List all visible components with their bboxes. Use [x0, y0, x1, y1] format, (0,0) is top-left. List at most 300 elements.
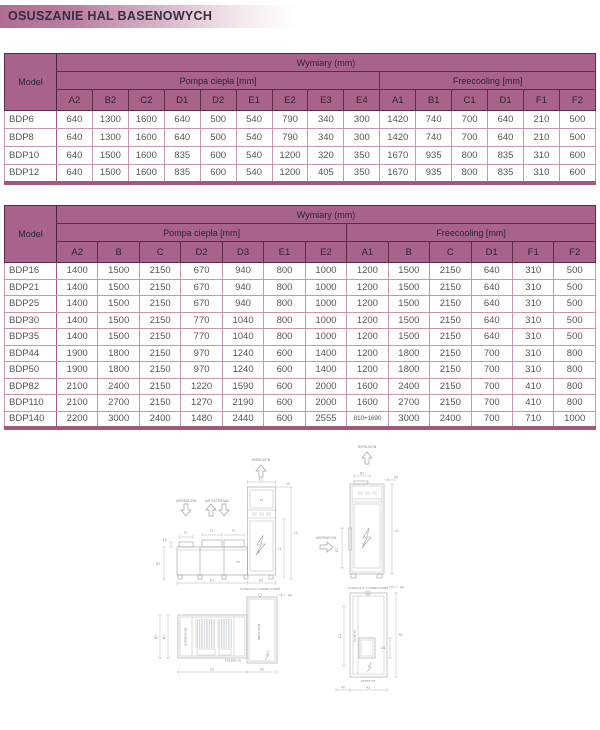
column-header: A2 [57, 90, 93, 111]
value-cell: 310 [512, 279, 553, 296]
value-cell: 1300 [92, 129, 128, 147]
group-header-row [5, 224, 596, 242]
value-cell: 640 [488, 111, 524, 129]
column-header: D1 [471, 242, 512, 263]
filter-hatch-icon [196, 619, 232, 648]
value-cell: 1800 [98, 345, 139, 362]
value-cell: 2150 [430, 279, 471, 296]
value-cell: 1200 [347, 279, 388, 296]
hydraulic-connections-label: HYDRAULIC CONNECTIONS [347, 586, 389, 590]
table-row [5, 165, 596, 183]
value-cell: 800 [452, 147, 488, 165]
value-cell: 640 [57, 165, 93, 183]
dimensions-table-large-units [4, 205, 596, 430]
value-cell: 1400 [57, 279, 98, 296]
value-cell: 640 [471, 263, 512, 280]
value-cell: 835 [164, 147, 200, 165]
value-cell: 800 [264, 329, 305, 346]
value-cell: 1040 [222, 329, 263, 346]
column-header: B [98, 242, 139, 263]
value-cell: 2100 [57, 378, 98, 395]
value-cell: 700 [471, 362, 512, 379]
value-cell: 310 [523, 147, 559, 165]
value-cell: 940 [222, 279, 263, 296]
value-cell: 540 [236, 129, 272, 147]
dim-label: 40 [288, 593, 292, 598]
value-cell: 800 [264, 263, 305, 280]
value-cell: 1400 [57, 263, 98, 280]
value-cell: 310 [512, 345, 553, 362]
value-cell: 770 [181, 329, 222, 346]
lightning-bolt-icon [265, 650, 270, 660]
value-cell: 640 [164, 129, 200, 147]
value-cell: 1400 [57, 329, 98, 346]
filter-f8-mark: F8 [236, 560, 240, 564]
wymiary-header-row [5, 54, 596, 72]
wymiary-header-row [5, 206, 596, 224]
value-cell: 600 [264, 378, 305, 395]
column-header: E1 [264, 242, 305, 263]
value-cell: 350 [344, 147, 380, 165]
dimensions-table-small-units [4, 53, 596, 185]
value-cell: 1200 [347, 362, 388, 379]
value-cell: 2000 [305, 378, 346, 395]
value-cell: 790 [272, 111, 308, 129]
value-cell: 350 [344, 165, 380, 183]
table1-body [5, 111, 596, 183]
value-cell: 2200 [57, 411, 98, 428]
value-cell: 500 [554, 312, 596, 329]
column-header: E1 [236, 90, 272, 111]
value-cell: 790 [272, 129, 308, 147]
column-header: D1 [164, 90, 200, 111]
value-cell: 500 [559, 111, 595, 129]
column-header: A1 [347, 242, 388, 263]
table-row [5, 329, 596, 346]
value-cell: 810+1690 [347, 411, 388, 428]
table-row [5, 378, 596, 395]
value-cell: 1200 [347, 296, 388, 313]
table-row [5, 263, 596, 280]
value-cell: 2150 [139, 312, 180, 329]
column-header: E2 [305, 242, 346, 263]
arrow-up-icon [256, 465, 266, 477]
technical-drawings [130, 440, 470, 730]
value-cell: 835 [164, 165, 200, 183]
model-cell: BDP30 [5, 312, 57, 329]
dim-label: B1 [162, 634, 166, 640]
table-row [5, 129, 596, 147]
value-cell: 500 [554, 296, 596, 313]
dim-label: E1 [259, 477, 263, 482]
value-cell: 2555 [305, 411, 346, 428]
value-cell: 2150 [139, 329, 180, 346]
model-cell: BDP140 [5, 411, 57, 428]
aspiration-label: ASPIRATION [175, 499, 197, 503]
value-cell: 2150 [139, 263, 180, 280]
freecooling-header: Freecooling [mm] [347, 224, 596, 242]
value-cell: 2700 [388, 395, 429, 412]
dim-label: A2 [365, 685, 371, 690]
value-cell: 1200 [347, 329, 388, 346]
value-cell: 1500 [388, 279, 429, 296]
value-cell: 800 [264, 279, 305, 296]
model-cell: BDP82 [5, 378, 57, 395]
dim-label: 40 [400, 585, 404, 590]
value-cell: 1400 [305, 362, 346, 379]
value-cell: 1200 [272, 165, 308, 183]
value-cell: 310 [512, 296, 553, 313]
value-cell: 3000 [98, 411, 139, 428]
value-cell: 410 [512, 378, 553, 395]
value-cell: 210 [523, 129, 559, 147]
value-cell: 935 [416, 147, 452, 165]
column-letters-row [5, 90, 596, 111]
value-cell: 540 [236, 147, 272, 165]
value-cell: 500 [554, 263, 596, 280]
freecooling-header: Freecooling [mm] [380, 72, 596, 90]
value-cell: 1000 [554, 411, 596, 428]
value-cell: 1600 [128, 165, 164, 183]
value-cell: 1040 [222, 312, 263, 329]
value-cell: 1480 [181, 411, 222, 428]
value-cell: 600 [264, 362, 305, 379]
model-cell: BDP6 [5, 111, 57, 129]
table2-body [5, 263, 596, 428]
arrow-down-icon [219, 504, 229, 516]
value-cell: 300 [344, 111, 380, 129]
value-cell: 640 [488, 129, 524, 147]
pipe-fitting-icon [259, 594, 262, 597]
filter-f8-side-label: FILTER F8 [354, 630, 357, 642]
value-cell: 310 [523, 165, 559, 183]
value-cell: 740 [416, 111, 452, 129]
value-cell: 320 [308, 147, 344, 165]
value-cell: 1500 [98, 329, 139, 346]
column-header: A1 [380, 90, 416, 111]
value-cell: 600 [559, 165, 595, 183]
value-cell: 2150 [139, 378, 180, 395]
value-cell: 600 [200, 147, 236, 165]
value-cell: 1600 [347, 378, 388, 395]
filter-f8-label: FILTER F8 [360, 679, 376, 683]
value-cell: 500 [200, 129, 236, 147]
value-cell: 770 [181, 312, 222, 329]
model-cell: BDP21 [5, 279, 57, 296]
value-cell: 2400 [388, 378, 429, 395]
dim-label: C2 [394, 529, 399, 533]
pompa-ciepla-header: Pompa ciepła [mm] [57, 224, 347, 242]
value-cell: 740 [416, 129, 452, 147]
wymiary-header: Wymiary (mm) [57, 54, 596, 72]
value-cell: 700 [471, 378, 512, 395]
dim-label: F1 [184, 531, 188, 535]
column-header: C1 [452, 90, 488, 111]
value-cell: 1200 [347, 312, 388, 329]
value-cell: 2190 [222, 395, 263, 412]
value-cell: 1670 [380, 165, 416, 183]
value-cell: 1000 [305, 263, 346, 280]
value-cell: 640 [471, 329, 512, 346]
dimension-lines [336, 585, 398, 692]
dim-label: B2 [154, 634, 158, 640]
value-cell: 970 [181, 362, 222, 379]
dim-label: A2 [258, 578, 264, 583]
value-cell: 600 [264, 411, 305, 428]
value-cell: 1500 [388, 296, 429, 313]
value-cell: 2100 [57, 395, 98, 412]
dim-label: C1 [338, 633, 342, 639]
value-cell: 700 [471, 395, 512, 412]
model-cell: BDP8 [5, 129, 57, 147]
value-cell: 800 [554, 395, 596, 412]
value-cell: 1600 [128, 147, 164, 165]
value-cell: 800 [264, 296, 305, 313]
value-cell: 1500 [92, 147, 128, 165]
column-header: E3 [308, 90, 344, 111]
aspiration-label: ASPIRATION [315, 536, 337, 540]
model-cell: BDP12 [5, 165, 57, 183]
value-cell: 1000 [305, 312, 346, 329]
value-cell: 1600 [347, 395, 388, 412]
model-cell: BDP50 [5, 362, 57, 379]
column-header: B1 [416, 90, 452, 111]
column-header: E4 [344, 90, 380, 111]
value-cell: 2000 [305, 395, 346, 412]
grille-icon [358, 492, 377, 494]
value-cell: 2150 [139, 395, 180, 412]
value-cell: 500 [200, 111, 236, 129]
value-cell: 700 [471, 345, 512, 362]
value-cell: 640 [471, 279, 512, 296]
value-cell: 640 [471, 312, 512, 329]
value-cell: 1900 [57, 362, 98, 379]
value-cell: 340 [308, 129, 344, 147]
value-cell: 3000 [388, 411, 429, 428]
dim-label: A1 [209, 578, 215, 583]
value-cell: 1200 [347, 263, 388, 280]
value-cell: 1000 [305, 329, 346, 346]
value-cell: 600 [200, 165, 236, 183]
dim-label: E2 [335, 548, 339, 552]
value-cell: 2150 [430, 329, 471, 346]
value-cell: 1400 [57, 312, 98, 329]
wymiary-header: Wymiary (mm) [57, 206, 596, 224]
aspiration-label: ASPIRATION [183, 628, 188, 646]
dim-label: D1 [381, 646, 386, 650]
plan-view-low-unit-drawing [154, 587, 292, 674]
value-cell: 310 [512, 362, 553, 379]
value-cell: 1000 [305, 279, 346, 296]
column-header: D3 [222, 242, 263, 263]
value-cell: 835 [488, 147, 524, 165]
model-header: Model [5, 206, 57, 263]
dim-label: B2 [398, 633, 403, 637]
table-row [5, 147, 596, 165]
value-cell: 2150 [430, 296, 471, 313]
value-cell: 1400 [305, 345, 346, 362]
value-cell: 2150 [139, 362, 180, 379]
value-cell: 1500 [98, 312, 139, 329]
value-cell: 1200 [272, 147, 308, 165]
value-cell: 1590 [222, 378, 263, 395]
lightning-bolt-icon [256, 535, 265, 555]
value-cell: 600 [559, 147, 595, 165]
value-cell: 405 [308, 165, 344, 183]
model-cell: BDP35 [5, 329, 57, 346]
dim-label: B2 [155, 562, 160, 566]
hydraulic-connections-label: HYDRAULIC CONNECTIONS [239, 587, 281, 591]
column-header: C [139, 242, 180, 263]
value-cell: 600 [264, 395, 305, 412]
arrow-up-icon [206, 504, 216, 516]
value-cell: 670 [181, 296, 222, 313]
value-cell: 800 [554, 345, 596, 362]
value-cell: 1270 [181, 395, 222, 412]
column-header: F1 [512, 242, 553, 263]
value-cell: 800 [554, 378, 596, 395]
value-cell: 1500 [98, 296, 139, 313]
value-cell: 1420 [380, 129, 416, 147]
value-cell: 2150 [139, 296, 180, 313]
value-cell: 1420 [380, 111, 416, 129]
column-header: A2 [57, 242, 98, 263]
arrow-right-icon [320, 542, 333, 552]
dim-label: 50 [394, 475, 398, 480]
value-cell: 1500 [98, 279, 139, 296]
table-row [5, 279, 596, 296]
value-cell: 1800 [388, 345, 429, 362]
column-header: D1 [488, 90, 524, 111]
value-cell: 310 [512, 263, 553, 280]
value-cell: 1800 [98, 362, 139, 379]
value-cell: 940 [222, 296, 263, 313]
value-cell: 1000 [305, 296, 346, 313]
value-cell: 340 [308, 111, 344, 129]
group-header-row [5, 72, 596, 90]
dim-label: 40 [341, 685, 345, 690]
value-cell: 970 [181, 345, 222, 362]
value-cell: 540 [236, 165, 272, 183]
arrow-up-icon [362, 452, 372, 464]
value-cell: 2150 [430, 312, 471, 329]
dim-label: C1 [277, 547, 282, 551]
value-cell: 2150 [139, 345, 180, 362]
value-cell: 1500 [388, 329, 429, 346]
value-cell: 310 [512, 312, 553, 329]
dim-label: A1 [209, 667, 215, 672]
column-header: D2 [200, 90, 236, 111]
dim-label: F1 [232, 529, 236, 533]
value-cell: 935 [416, 165, 452, 183]
dimension-lines [158, 593, 286, 674]
column-header: D2 [181, 242, 222, 263]
column-header: B2 [92, 90, 128, 111]
value-cell: 940 [222, 263, 263, 280]
table-row [5, 411, 596, 428]
value-cell: 2400 [430, 411, 471, 428]
front-view-drawing [156, 458, 298, 585]
impulsion-label: IMPULSION [251, 458, 271, 462]
column-header: B [388, 242, 429, 263]
table-row [5, 345, 596, 362]
value-cell: 300 [344, 129, 380, 147]
value-cell: 1240 [222, 345, 263, 362]
table-row [5, 296, 596, 313]
value-cell: 1800 [388, 362, 429, 379]
dim-label: E3 [162, 538, 167, 542]
model-cell: BDP110 [5, 395, 57, 412]
column-header: F1 [523, 90, 559, 111]
value-cell: 1400 [57, 296, 98, 313]
dim-label: C2 [293, 531, 298, 535]
column-header: F2 [559, 90, 595, 111]
value-cell: 640 [57, 111, 93, 129]
dim-label: F1 [210, 529, 214, 533]
value-cell: 2150 [430, 263, 471, 280]
column-header: C [430, 242, 471, 263]
filter-f8-mark: F8 [259, 498, 264, 502]
column-header: E2 [272, 90, 308, 111]
value-cell: 1240 [222, 362, 263, 379]
impulsion-label: IMPULSION [257, 623, 261, 641]
value-cell: 600 [264, 345, 305, 362]
model-header: Model [5, 54, 57, 111]
value-cell: 2150 [430, 395, 471, 412]
column-letters-row [5, 242, 596, 263]
table-row [5, 312, 596, 329]
value-cell: 640 [57, 129, 93, 147]
value-cell: 500 [554, 329, 596, 346]
value-cell: 500 [554, 279, 596, 296]
column-header: C2 [128, 90, 164, 111]
value-cell: 2150 [430, 362, 471, 379]
value-cell: 2440 [222, 411, 263, 428]
model-cell: BDP25 [5, 296, 57, 313]
value-cell: 1600 [128, 111, 164, 129]
filters-f8-label: FILTERS F8 [224, 658, 242, 663]
value-cell: 700 [452, 129, 488, 147]
value-cell: 1300 [92, 111, 128, 129]
value-cell: 2150 [139, 279, 180, 296]
value-cell: 2400 [139, 411, 180, 428]
value-cell: 700 [452, 111, 488, 129]
value-cell: 800 [554, 362, 596, 379]
value-cell: 1500 [388, 263, 429, 280]
air-external-label: AIR EXTERNAL [204, 499, 230, 503]
column-header: F2 [554, 242, 596, 263]
table-row [5, 111, 596, 129]
value-cell: 670 [181, 279, 222, 296]
value-cell: 1200 [347, 345, 388, 362]
value-cell: 500 [559, 129, 595, 147]
dimension-lines [162, 477, 293, 585]
value-cell: 800 [452, 165, 488, 183]
value-cell: 2150 [430, 378, 471, 395]
value-cell: 1220 [181, 378, 222, 395]
value-cell: 210 [523, 111, 559, 129]
value-cell: 1900 [57, 345, 98, 362]
side-view-drawing [316, 445, 399, 578]
grille-icon [252, 513, 271, 515]
model-cell: BDP44 [5, 345, 57, 362]
value-cell: 1500 [388, 312, 429, 329]
value-cell: 1500 [92, 165, 128, 183]
value-cell: 800 [264, 312, 305, 329]
table-row [5, 395, 596, 412]
value-cell: 700 [471, 411, 512, 428]
value-cell: 1600 [128, 129, 164, 147]
